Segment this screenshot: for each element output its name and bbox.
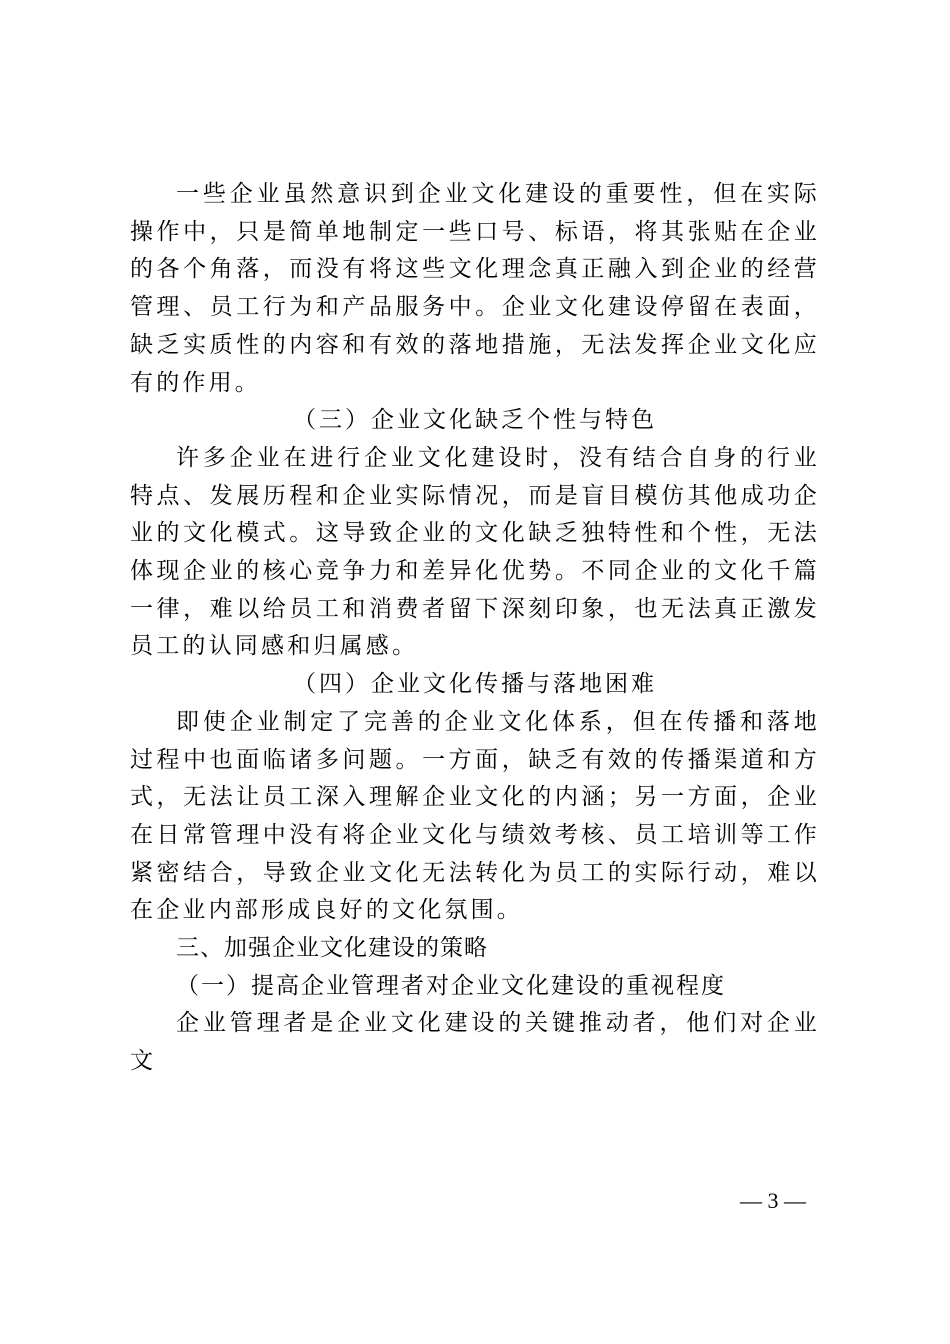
page-number: — 3 — [740,1188,806,1213]
paragraph: 即使企业制定了完善的企业文化体系，但在传播和落地过程中也面临诸多问题。一方面，缺乏有效的传播渠道和方式，无法让员工深入理解企业文化的内涵；另一方面，企业在日常管理中没有将企业文化与绩效考核、员工培训等工作紧密结合，导致企业文化无法转化为员工的实际行动，难以在企业内部形成良好的文化氛围。 [130,708,820,924]
subsection-heading-3: （三）企业文化缺乏个性与特色 [293,407,657,434]
section-heading-3: 三、加强企业文化建设的策略 [176,935,488,962]
paragraph: 一些企业虽然意识到企业文化建设的重要性，但在实际操作中，只是简单地制定一些口号、标语，将其张贴在企业的各个角落，而没有将这些文化理念真正融入到企业的经营管理、员工行为和产品服务中。企业文化建设停留在表面，缺乏实质性的内容和有效的落地措施，无法发挥企业文化应有的作用。 [130,181,820,396]
paragraph: 许多企业在进行企业文化建设时，没有结合自身的行业特点、发展历程和企业实际情况，而是盲目模仿其他成功企业的文化模式。这导致企业的文化缺乏独特性和个性，无法体现企业的核心竞争力和差异化优势。不同企业的文化千篇一律，难以给员工和消费者留下深刻印象，也无法真正激发员工的认同感和归属感。 [130,444,820,660]
subsection-heading-4: （四）企业文化传播与落地困难 [293,671,657,698]
document-body [130,176,820,1081]
subsection-heading-1: （一）提高企业管理者对企业文化建设的重视程度 [176,972,726,999]
paragraph: 企业管理者是企业文化建设的关键推动者，他们对企业文 [130,1010,820,1075]
